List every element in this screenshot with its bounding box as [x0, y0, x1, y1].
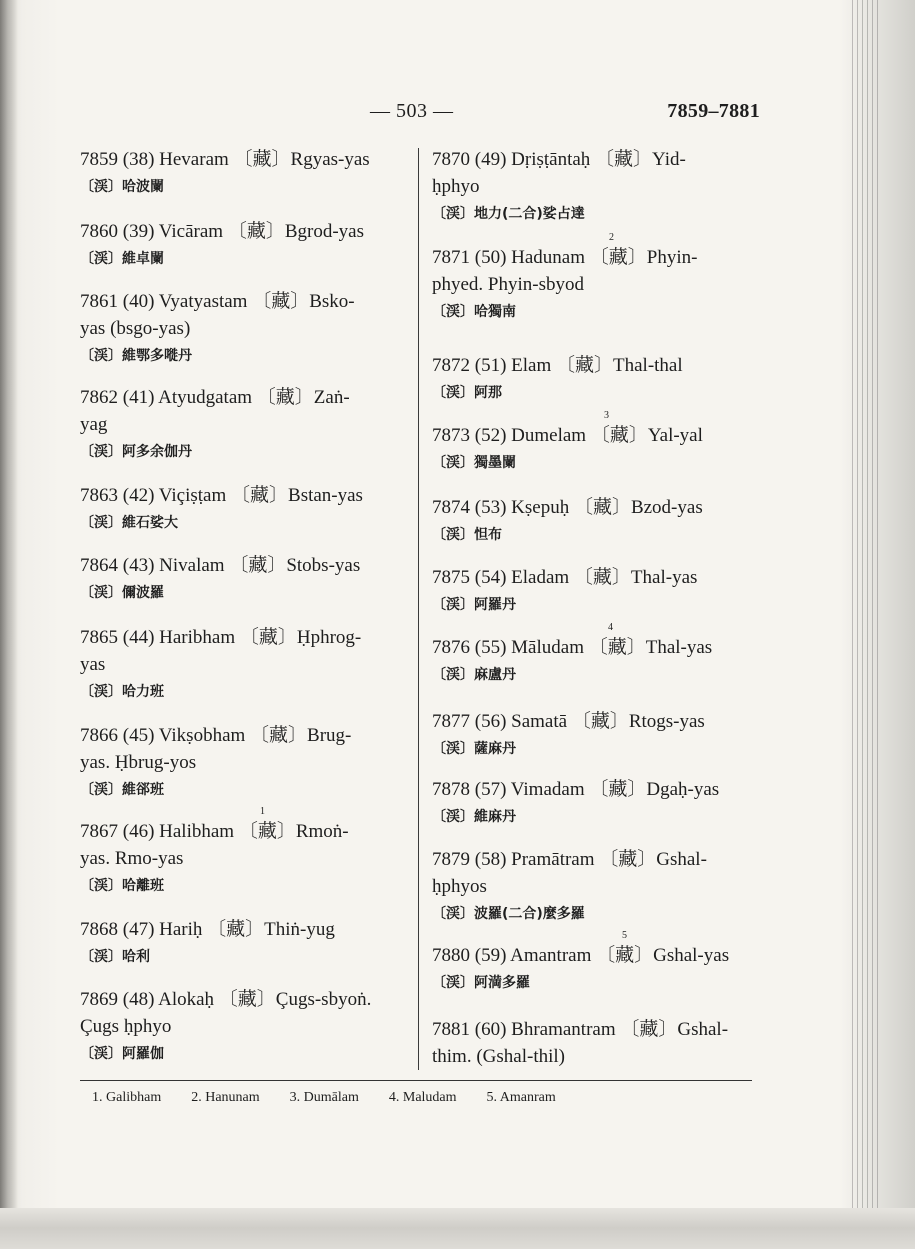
footnote-item: 1. Galibham — [92, 1090, 162, 1105]
entry-headline: 7865 (44) Haribham 〔藏〕Ḥphrog- — [80, 627, 362, 648]
dictionary-entry — [432, 564, 760, 617]
footnote-item: 5. Amanram — [486, 1090, 556, 1105]
dictionary-entry — [432, 146, 760, 226]
chinese-transcription: 〔渓〕哈力班 — [80, 684, 164, 700]
chinese-transcription: 〔渓〕維石娑大 — [80, 515, 178, 531]
dictionary-entry — [432, 930, 760, 995]
dictionary-entry — [80, 288, 413, 368]
chinese-transcription: 〔渓〕麻盧丹 — [432, 667, 516, 683]
dictionary-entry — [432, 494, 760, 547]
entry-headline: 7862 (41) Atyudgatam 〔藏〕Zaṅ- — [80, 387, 350, 408]
entry-headline: 7876 (55) Māludam 〔藏〕Thal-yas — [432, 637, 713, 658]
footnote-marker: 3 — [604, 410, 609, 421]
chinese-transcription: 〔渓〕獨墨闌 — [432, 455, 516, 471]
dictionary-entry — [80, 384, 413, 464]
footnote-item: 2. Hanunam — [191, 1090, 260, 1105]
entry-headline: 7863 (42) Viçiṣṭam 〔藏〕Bstan-yas — [80, 485, 363, 506]
dictionary-entry — [80, 624, 413, 704]
entry-headline: 7881 (60) Bhramantram 〔藏〕Gshal- — [432, 1019, 729, 1040]
chinese-transcription: 〔渓〕維麻丹 — [432, 809, 516, 825]
footnote-marker: 4 — [608, 622, 613, 633]
chinese-transcription: 〔渓〕哈獨南 — [432, 304, 516, 320]
entry-headline: 7870 (49) Dṛiṣṭāntaḥ 〔藏〕Yid- — [432, 149, 686, 170]
entry-headline: 7868 (47) Hariḥ 〔藏〕Thiṅ-yug — [80, 919, 335, 940]
chinese-transcription: 〔渓〕阿那 — [432, 385, 502, 401]
dictionary-entry — [80, 552, 413, 605]
entry-headline: 7872 (51) Elam 〔藏〕Thal-thal — [432, 355, 683, 376]
dictionary-entry — [432, 776, 760, 829]
entry-headline: 7859 (38) Hevaram 〔藏〕Rgyas-yas — [80, 149, 370, 170]
scan-bottom-edge — [0, 1208, 915, 1249]
chinese-transcription: 〔渓〕怛布 — [432, 527, 502, 543]
entry-headline: 7878 (57) Vimadam 〔藏〕Dgaḥ-yas — [432, 779, 720, 800]
chinese-transcription: 〔渓〕波羅(二合)麼多羅 — [432, 906, 585, 922]
dictionary-entry — [80, 482, 413, 535]
footnote-item: 4. Maludam — [388, 1090, 457, 1105]
entry-headline: 7880 (59) Amantram 〔藏〕Gshal-yas — [432, 945, 730, 966]
column-divider — [418, 148, 419, 1070]
chinese-transcription: 〔渓〕阿満多羅 — [432, 975, 530, 991]
dictionary-entry — [432, 410, 760, 475]
dictionary-entry — [80, 146, 413, 199]
chinese-transcription: 〔渓〕阿羅丹 — [432, 597, 516, 613]
footnote-rule — [80, 1080, 752, 1081]
page-binding-shadow — [0, 0, 18, 1249]
footnote-marker: 2 — [609, 232, 614, 243]
dictionary-entry — [80, 916, 413, 969]
dictionary-entry — [432, 708, 760, 761]
entry-headline: 7860 (39) Vicāram 〔藏〕Bgrod-yas — [80, 221, 364, 242]
chinese-transcription: 〔渓〕哈波闌 — [80, 179, 164, 195]
entry-headline: 7873 (52) Dumelam 〔藏〕Yal-yal — [432, 425, 703, 446]
chinese-transcription: 〔渓〕哈利 — [80, 949, 150, 965]
footnote-marker: 5 — [622, 930, 627, 941]
chinese-transcription: 〔渓〕阿多余伽丹 — [80, 444, 192, 460]
footnote-marker: 1 — [260, 806, 265, 817]
chinese-transcription: 〔渓〕儞波羅 — [80, 585, 164, 601]
entry-headline: 7867 (46) Halibham 〔藏〕Rmoṅ- — [80, 821, 349, 842]
entry-continuation: yas. Ḥbrug-yos — [80, 752, 197, 773]
chinese-transcription: 〔渓〕哈離班 — [80, 878, 164, 894]
dictionary-entry — [432, 622, 760, 687]
entry-headline: 7861 (40) Vyatyastam 〔藏〕Bsko- — [80, 291, 355, 312]
footnotes — [92, 1090, 772, 1106]
page-header — [80, 100, 760, 130]
entry-headline: 7874 (53) Kṣepuḥ 〔藏〕Bzod-yas — [432, 497, 703, 518]
entry-continuation: thim. (Gshal-thil) — [432, 1046, 565, 1067]
dictionary-entry — [80, 722, 413, 802]
entry-continuation: ḥphyo — [432, 176, 480, 197]
entry-headline: 7869 (48) Alokaḥ 〔藏〕Çugs-sbyoṅ. — [80, 989, 372, 1010]
chinese-transcription: 〔渓〕維鄂多嘥丹 — [80, 348, 192, 364]
entry-range: 7859–7881 — [667, 100, 760, 122]
dictionary-entry — [80, 218, 413, 271]
dictionary-entry — [432, 232, 760, 324]
dictionary-entry — [80, 806, 413, 898]
page-edge-lines — [852, 0, 882, 1249]
entry-headline: 7877 (56) Samatā 〔藏〕Rtogs-yas — [432, 711, 705, 732]
chinese-transcription: 〔渓〕維卓闌 — [80, 251, 164, 267]
dictionary-entry — [432, 846, 760, 926]
chinese-transcription: 〔渓〕阿羅伽 — [80, 1046, 164, 1062]
entry-headline: 7875 (54) Eladam 〔藏〕Thal-yas — [432, 567, 698, 588]
dictionary-entry — [432, 352, 760, 405]
entry-continuation: yag — [80, 414, 108, 435]
chinese-transcription: 〔渓〕維郤班 — [80, 782, 164, 798]
entry-continuation: yas (bsgo-yas) — [80, 318, 191, 339]
entry-headline: 7879 (58) Pramātram 〔藏〕Gshal- — [432, 849, 707, 870]
entry-headline: 7864 (43) Nivalam 〔藏〕Stobs-yas — [80, 555, 361, 576]
dictionary-entry — [432, 1016, 760, 1070]
chinese-transcription: 〔渓〕薩麻丹 — [432, 741, 516, 757]
entry-continuation: yas — [80, 654, 106, 675]
entry-headline: 7871 (50) Hadunam 〔藏〕Phyin- — [432, 247, 698, 268]
page-number: — 503 — — [370, 100, 454, 122]
footnote-item: 3. Dumālam — [289, 1090, 359, 1105]
entry-continuation: Çugs ḥphyo — [80, 1016, 172, 1037]
entry-continuation: phyed. Phyin-sbyod — [432, 274, 584, 295]
chinese-transcription: 〔渓〕地力(二合)娑占達 — [432, 206, 585, 222]
entry-headline: 7866 (45) Vikṣobham 〔藏〕Brug- — [80, 725, 352, 746]
entry-continuation: yas. Rmo-yas — [80, 848, 184, 869]
dictionary-entry — [80, 986, 413, 1066]
entry-continuation: ḥphyos — [432, 876, 487, 897]
